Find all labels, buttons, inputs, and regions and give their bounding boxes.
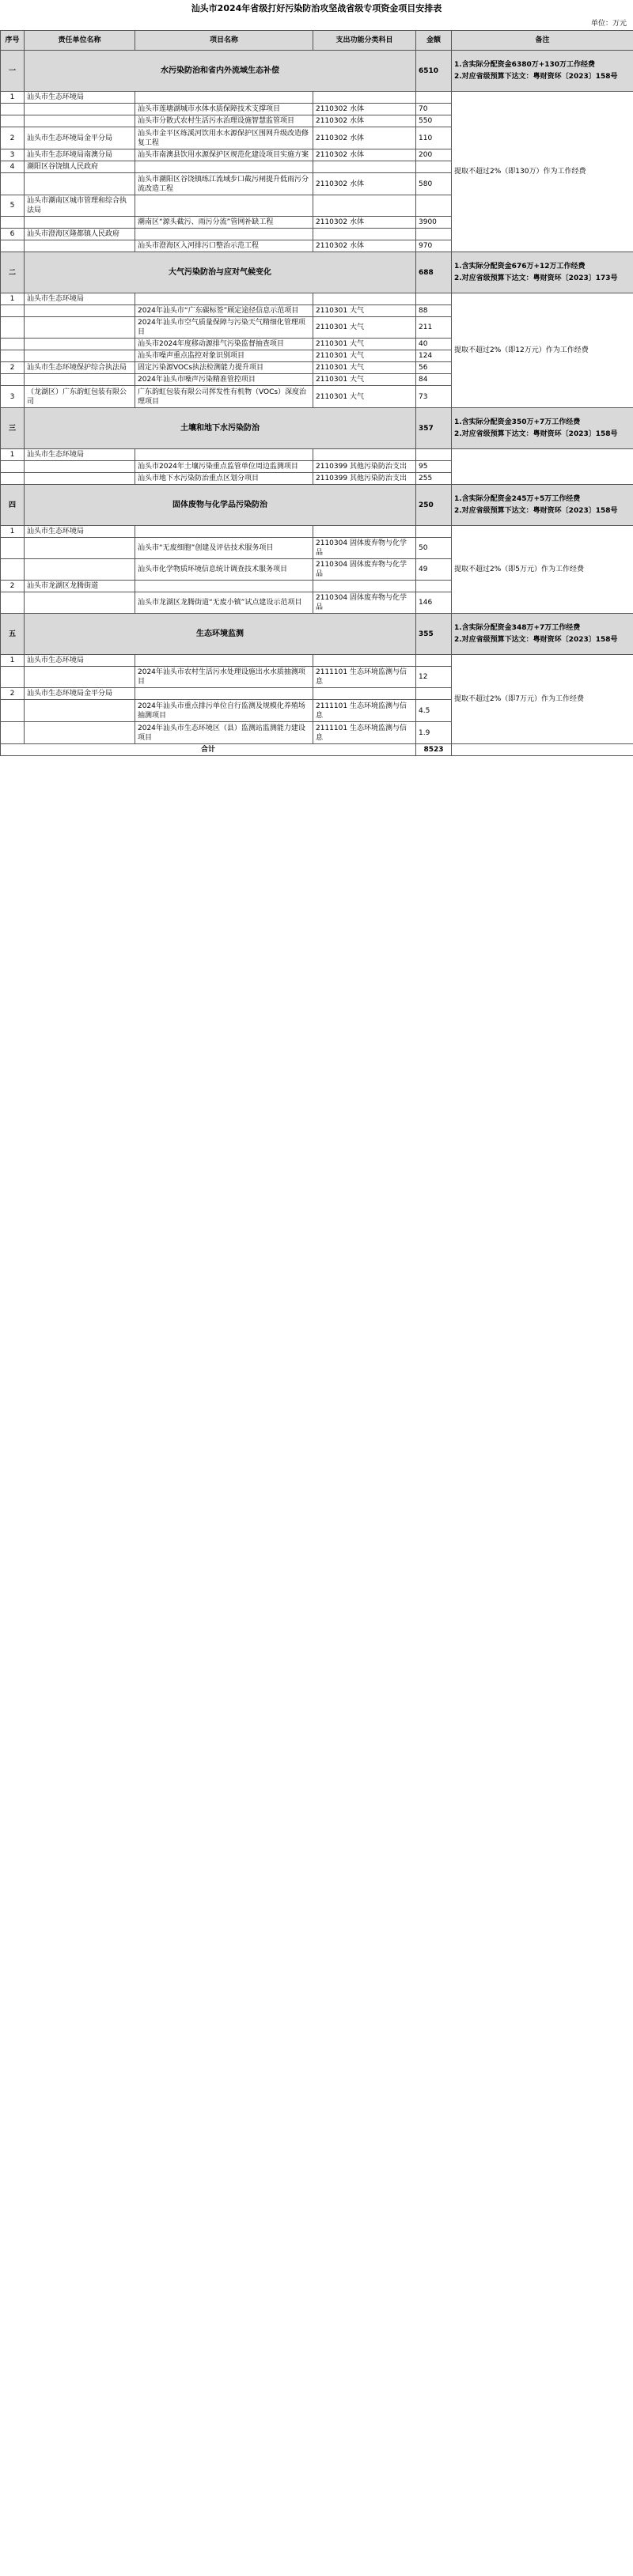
row-project: 2024年汕头市生态环境区（县）监测站监测能力建设项目: [135, 722, 313, 744]
row-amount: 550: [416, 115, 452, 127]
row-subject: [313, 161, 416, 173]
row-project: 2024年汕头市农村生活污水处理设施出水水质抽测项目: [135, 667, 313, 688]
header-amount: 金额: [416, 31, 452, 51]
row-unit: [25, 700, 135, 722]
row-amount: 40: [416, 339, 452, 350]
row-unit: 汕头市龙湖区龙腾街道: [25, 581, 135, 592]
row-seq: [1, 173, 25, 195]
row-subject: 2111101 生态环境监测与信息: [313, 722, 416, 744]
row-project: 汕头市潮阳区谷饶镇练江流域步口截污闸提升低雨污分流改造工程: [135, 173, 313, 195]
row-seq: [1, 559, 25, 581]
row-subject: 2110302 水体: [313, 127, 416, 149]
row-unit: 汕头市生态环境局: [25, 449, 135, 461]
row-amount: [416, 229, 452, 240]
row-seq: 4: [1, 161, 25, 173]
row-unit: [25, 350, 135, 362]
row-unit: [25, 317, 135, 339]
row-amount: 50: [416, 538, 452, 559]
section-amount: 6510: [416, 51, 452, 92]
row-unit: 汕头市澄海区隆都镇人民政府: [25, 229, 135, 240]
row-subject: 2110304 固体废弃物与化学品: [313, 592, 416, 614]
row-subject: 2110302 水体: [313, 104, 416, 115]
section-seq: 四: [1, 485, 25, 526]
section-seq: 五: [1, 614, 25, 655]
row-amount: [416, 526, 452, 538]
row-unit: [25, 115, 135, 127]
row-unit: [25, 339, 135, 350]
row-seq: [1, 317, 25, 339]
row-seq: [1, 700, 25, 722]
header-unit: 责任单位名称: [25, 31, 135, 51]
row-subject: [313, 655, 416, 667]
row-seq: 1: [1, 526, 25, 538]
section-name: 生态环境监测: [25, 614, 416, 655]
row-amount: 110: [416, 127, 452, 149]
row-subject: 2110399 其他污染防治支出: [313, 461, 416, 473]
section-fee-note: 提取不超过2%（即12万元）作为工作经费: [452, 293, 633, 408]
row-seq: [1, 592, 25, 614]
section-note-text: 1.含实际分配资金676万+12万工作经费 2.对应省级预算下达文：粤财资环〔2023〕173号: [454, 262, 618, 282]
row-project: 汕头市2024年度移动源排气污染监督抽查项目: [135, 339, 313, 350]
section-note-text: 1.含实际分配资金348万+7万工作经费 2.对应省级预算下达文：粤财资环〔2023〕158号: [454, 623, 618, 644]
document-title: 汕头市2024年省级打好污染防治攻坚战省级专项资金项目安排表: [0, 0, 633, 17]
row-subject: 2110302 水体: [313, 240, 416, 252]
section-row: [1, 408, 633, 449]
row-subject: 2110304 固体废弃物与化学品: [313, 559, 416, 581]
row-unit: 汕头市生态环境局: [25, 293, 135, 305]
row-subject: [313, 526, 416, 538]
row-subject: 2111101 生态环境监测与信息: [313, 667, 416, 688]
row-project: 2024年汕头市“广东碳标签”顾定途径信息示范项目: [135, 305, 313, 317]
section-seq: 三: [1, 408, 25, 449]
row-project: [135, 161, 313, 173]
row-seq: 2: [1, 688, 25, 700]
row-seq: [1, 217, 25, 229]
row-project: [135, 293, 313, 305]
table-row: [1, 526, 633, 538]
row-amount: [416, 581, 452, 592]
row-unit: 汕头市生态环境局: [25, 655, 135, 667]
row-amount: 70: [416, 104, 452, 115]
row-unit: [25, 538, 135, 559]
row-project: 汕头市“无废细胞”创建及评估技术服务项目: [135, 538, 313, 559]
section-name: 土壤和地下水污染防治: [25, 408, 416, 449]
section-name: 固体废物与化学品污染防治: [25, 485, 416, 526]
table-row: [1, 92, 633, 104]
row-amount: 95: [416, 461, 452, 473]
header-note: 备注: [452, 31, 633, 51]
row-seq: 1: [1, 293, 25, 305]
row-subject: 2110301 大气: [313, 362, 416, 374]
row-unit: [25, 173, 135, 195]
total-empty: [452, 744, 633, 756]
unit-label: 单位：万元: [590, 20, 627, 28]
row-subject: [313, 449, 416, 461]
row-seq: 6: [1, 229, 25, 240]
row-subject: 2110301 大气: [313, 317, 416, 339]
row-unit: 汕头市生态环境局金平分局: [25, 127, 135, 149]
row-unit: [25, 217, 135, 229]
row-subject: 2111101 生态环境监测与信息: [313, 700, 416, 722]
row-amount: 84: [416, 374, 452, 386]
row-seq: [1, 339, 25, 350]
row-amount: 56: [416, 362, 452, 374]
row-seq: [1, 240, 25, 252]
row-subject: [313, 581, 416, 592]
row-subject: 2110301 大气: [313, 350, 416, 362]
row-seq: 3: [1, 386, 25, 408]
row-project: 汕头市龙湖区龙腾街道“无废小镇”试点建设示范项目: [135, 592, 313, 614]
row-unit: 汕头市生态环境局: [25, 92, 135, 104]
section-row: [1, 51, 633, 92]
row-amount: [416, 688, 452, 700]
row-amount: [416, 92, 452, 104]
total-amount: 8523: [416, 744, 452, 756]
row-project: 广东韵虹包装有限公司挥发性有机物（VOCs）深度治理项目: [135, 386, 313, 408]
row-amount: 4.5: [416, 700, 452, 722]
header-seq: 序号: [1, 31, 25, 51]
budget-table: [0, 30, 633, 756]
row-seq: 2: [1, 581, 25, 592]
row-amount: 146: [416, 592, 452, 614]
row-seq: 2: [1, 362, 25, 374]
row-subject: 2110301 大气: [313, 374, 416, 386]
row-project: 汕头市莲塘湖城市水体水质保障技术支撑项目: [135, 104, 313, 115]
section-fee-note: 提取不超过2%（即130万）作为工作经费: [452, 92, 633, 252]
table-row: [1, 449, 633, 461]
row-project: 固定污染源VOCs执法检测能力提升项目: [135, 362, 313, 374]
row-subject: [313, 92, 416, 104]
row-seq: [1, 473, 25, 485]
row-project: 汕头市地下水污染防治重点区划分项目: [135, 473, 313, 485]
section-row: [1, 485, 633, 526]
section-note-text: 1.含实际分配资金350万+7万工作经费 2.对应省级预算下达文：粤财资环〔2023〕158号: [454, 418, 618, 438]
section-note: [452, 614, 633, 655]
section-note: [452, 51, 633, 92]
row-unit: 汕头市生态环境局南澳分局: [25, 149, 135, 161]
row-unit: [25, 722, 135, 744]
section-note-text: 1.含实际分配资金6380万+130万工作经费 2.对应省级预算下达文：粤财资环〔2023〕158号: [454, 60, 618, 81]
row-seq: [1, 461, 25, 473]
section-amount: 250: [416, 485, 452, 526]
row-unit: [25, 374, 135, 386]
row-project: [135, 195, 313, 217]
section-note: [452, 485, 633, 526]
row-project: 2024年汕头市空气质量保障与污染天气精细化管理项目: [135, 317, 313, 339]
row-seq: [1, 667, 25, 688]
section-name: 大气污染防治与应对气候变化: [25, 252, 416, 293]
row-seq: 1: [1, 92, 25, 104]
section-name: 水污染防治和省内外流域生态补偿: [25, 51, 416, 92]
row-subject: [313, 293, 416, 305]
total-label: 合计: [1, 744, 416, 756]
row-project: 汕头市分散式农村生活污水治理设施智慧监管项目: [135, 115, 313, 127]
row-project: [135, 688, 313, 700]
row-project: 2024年汕头市重点排污单位自行监测及规模化养殖场抽测项目: [135, 700, 313, 722]
row-subject: 2110302 水体: [313, 217, 416, 229]
row-unit: [25, 104, 135, 115]
row-subject: 2110301 大气: [313, 386, 416, 408]
row-project: 汕头市金平区练溪河饮用水水源保护区围网升级改造修复工程: [135, 127, 313, 149]
row-unit: [25, 667, 135, 688]
row-unit: 汕头市生态环境局金平分局: [25, 688, 135, 700]
section-note: [452, 408, 633, 449]
row-seq: 3: [1, 149, 25, 161]
row-unit: [25, 240, 135, 252]
table-row: [1, 655, 633, 667]
row-unit: （龙湖区）广东韵虹包装有限公司: [25, 386, 135, 408]
section-fee-note: 提取不超过2%（即7万元）作为工作经费: [452, 655, 633, 744]
row-subject: [313, 229, 416, 240]
table-body: [1, 51, 633, 744]
section-fee-note: [452, 449, 633, 485]
row-project: [135, 655, 313, 667]
row-subject: 2110301 大气: [313, 305, 416, 317]
row-project: [135, 92, 313, 104]
row-project: [135, 449, 313, 461]
row-amount: [416, 195, 452, 217]
row-project: [135, 229, 313, 240]
row-amount: 12: [416, 667, 452, 688]
section-fee-note: 提取不超过2%（即5万元）作为工作经费: [452, 526, 633, 614]
row-subject: 2110304 固体废弃物与化学品: [313, 538, 416, 559]
page: [0, 0, 633, 756]
row-seq: 2: [1, 127, 25, 149]
section-amount: 355: [416, 614, 452, 655]
row-subject: 2110301 大气: [313, 339, 416, 350]
row-seq: [1, 722, 25, 744]
row-seq: 1: [1, 449, 25, 461]
section-note-text: 1.含实际分配资金245万+5万工作经费 2.对应省级预算下达文：粤财资环〔2023〕158号: [454, 494, 618, 515]
section-seq: 一: [1, 51, 25, 92]
row-amount: 255: [416, 473, 452, 485]
row-amount: 49: [416, 559, 452, 581]
row-subject: [313, 688, 416, 700]
row-amount: [416, 293, 452, 305]
row-project: 汕头市澄海区入河排污口整治示范工程: [135, 240, 313, 252]
row-subject: 2110302 水体: [313, 173, 416, 195]
row-unit: 潮阳区谷饶镇人民政府: [25, 161, 135, 173]
header-subject: 支出功能分类科目: [313, 31, 416, 51]
row-amount: 73: [416, 386, 452, 408]
row-unit: [25, 559, 135, 581]
total-row: [1, 744, 633, 756]
row-amount: [416, 449, 452, 461]
row-amount: 580: [416, 173, 452, 195]
row-seq: [1, 374, 25, 386]
row-unit: [25, 473, 135, 485]
row-unit: 汕头市生态环境局: [25, 526, 135, 538]
row-project: 汕头市2024年土壤污染重点监管单位周边监测项目: [135, 461, 313, 473]
row-amount: 200: [416, 149, 452, 161]
header-project: 项目名称: [135, 31, 313, 51]
header-row: [1, 31, 633, 51]
section-seq: 二: [1, 252, 25, 293]
row-project: [135, 581, 313, 592]
section-amount: 357: [416, 408, 452, 449]
row-unit: 汕头市生态环境保护综合执法局: [25, 362, 135, 374]
row-seq: 5: [1, 195, 25, 217]
row-seq: [1, 350, 25, 362]
row-subject: 2110399 其他污染防治支出: [313, 473, 416, 485]
row-amount: 3900: [416, 217, 452, 229]
section-note: [452, 252, 633, 293]
row-seq: 1: [1, 655, 25, 667]
row-subject: [313, 195, 416, 217]
table-row: [1, 293, 633, 305]
row-amount: 88: [416, 305, 452, 317]
row-project: 汕头市噪声重点监控对象识别项目: [135, 350, 313, 362]
row-seq: [1, 538, 25, 559]
row-amount: 1.9: [416, 722, 452, 744]
row-amount: 211: [416, 317, 452, 339]
row-seq: [1, 115, 25, 127]
row-unit: [25, 461, 135, 473]
row-seq: [1, 305, 25, 317]
row-subject: 2110302 水体: [313, 149, 416, 161]
row-amount: [416, 655, 452, 667]
row-unit: [25, 305, 135, 317]
row-unit: [25, 592, 135, 614]
section-row: [1, 252, 633, 293]
row-project: 潮南区“源头截污、雨污分流”管网补缺工程: [135, 217, 313, 229]
row-project: 汕头市南澳县饮用水源保护区规范化建设项目实施方案: [135, 149, 313, 161]
section-row: [1, 614, 633, 655]
row-amount: 970: [416, 240, 452, 252]
row-project: 2024年汕头市噪声污染精准管控项目: [135, 374, 313, 386]
row-project: [135, 526, 313, 538]
row-amount: [416, 161, 452, 173]
row-seq: [1, 104, 25, 115]
row-project: 汕头市化学物质环境信息统计调查技术服务项目: [135, 559, 313, 581]
row-amount: 124: [416, 350, 452, 362]
row-unit: 汕头市潮南区城市管理和综合执法局: [25, 195, 135, 217]
row-subject: 2110302 水体: [313, 115, 416, 127]
section-amount: 688: [416, 252, 452, 293]
